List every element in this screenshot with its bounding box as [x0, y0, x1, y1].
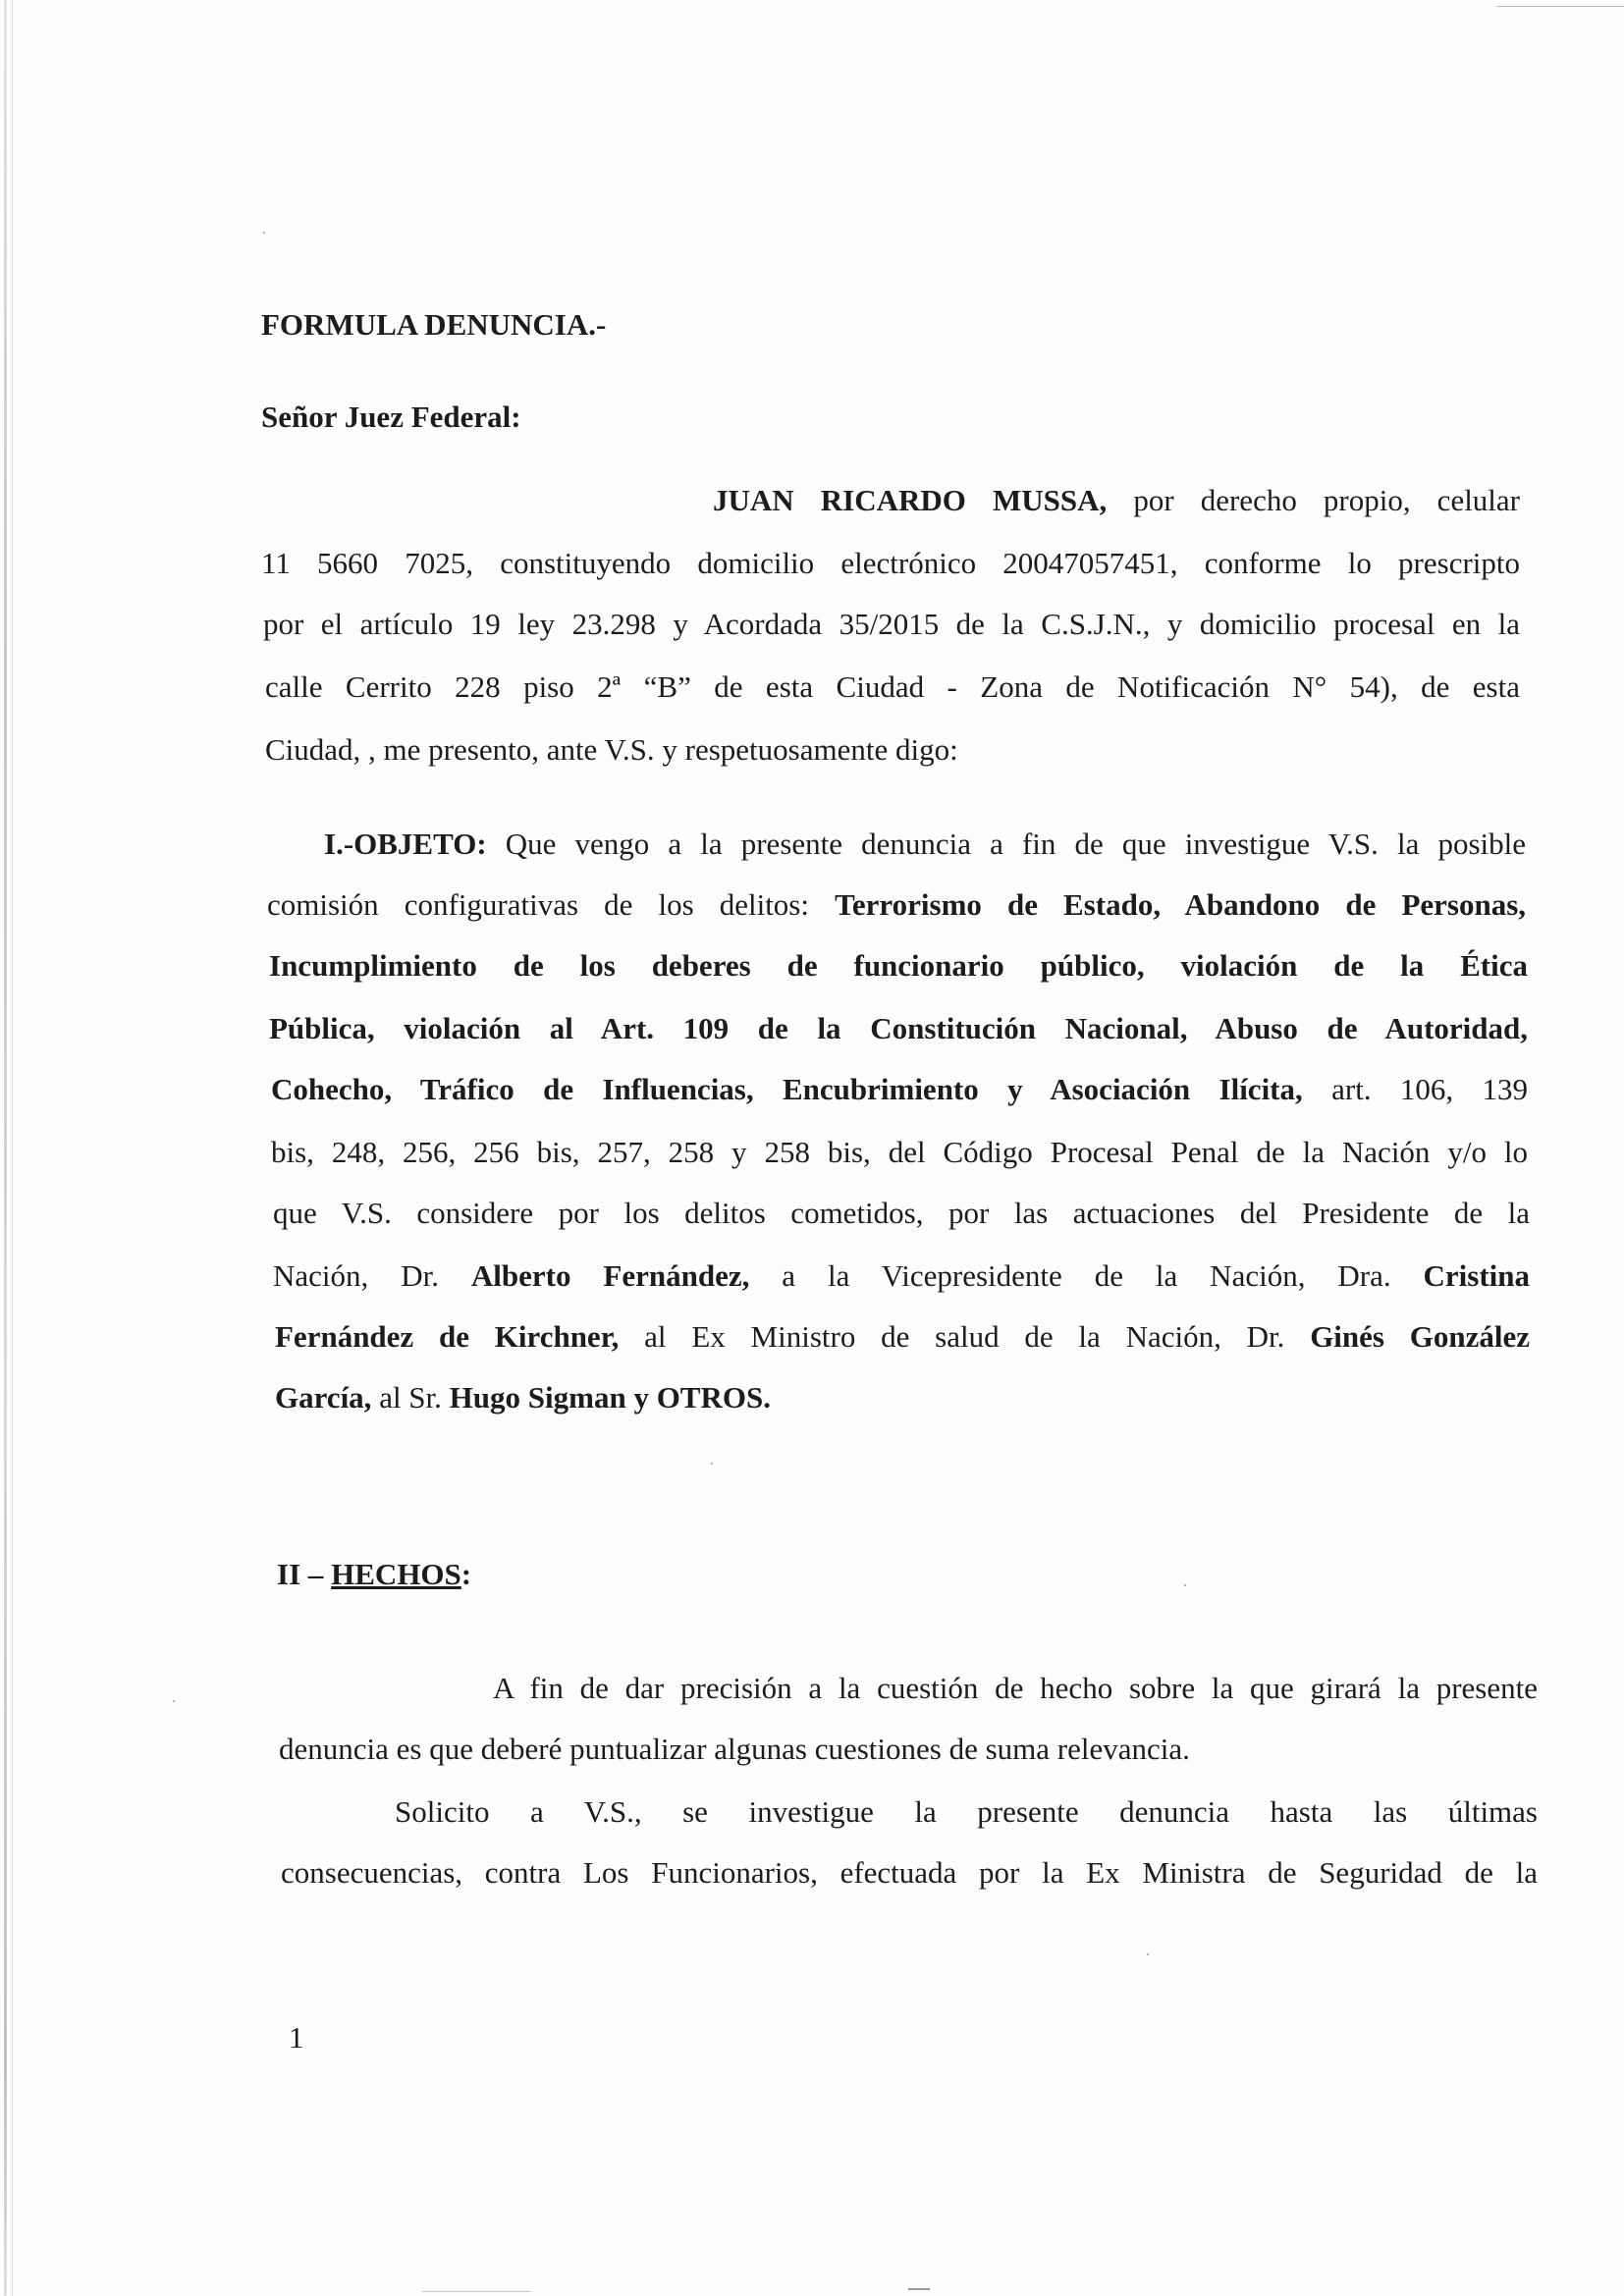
- intro-line-3: por el artículo 19 ley 23.298 y Acordada 35/2015 de la C.S.J.N., y domicilio procesal en la: [263, 607, 1520, 641]
- objeto-line-4: Pública, violación al Art. 109 de la Constitución Nacional, Abuso de Autoridad,: [269, 1011, 1528, 1045]
- hechos-p1-line-1: A fin de dar precisión a la cuestión de hecho sobre la que girará la presente: [493, 1671, 1538, 1705]
- objeto-text: al Ex Ministro de salud de la Nación, Dr.: [644, 1319, 1285, 1354]
- person-name: Fernández de Kirchner,: [275, 1319, 620, 1354]
- complainant-name: JUAN RICARDO MUSSA,: [713, 483, 1108, 517]
- objeto-text: Nación, Dr.: [273, 1258, 439, 1293]
- intro-line-1: [713, 481, 1520, 520]
- hechos-title: HECHOS: [331, 1557, 461, 1591]
- objeto-text: Que vengo a la presente denuncia a fin de que investigue V.S. la posible: [505, 827, 1526, 861]
- person-name: Cristina: [1423, 1258, 1531, 1293]
- scan-edge-bottom-mark: [908, 2288, 930, 2290]
- objeto-offenses: Terrorismo de Estado, Abandono de Personas,: [835, 887, 1527, 922]
- scan-speck: [1184, 1584, 1186, 1586]
- person-name: Ginés González: [1310, 1319, 1531, 1354]
- intro-line-4: calle Cerrito 228 piso 2ª “B” de esta Ciudad - Zona de Notificación N° 54), de esta: [265, 669, 1520, 704]
- objeto-line-9: [275, 1317, 1530, 1357]
- person-name: Hugo Sigman y OTROS.: [449, 1380, 771, 1415]
- person-name: Alberto Fernández,: [470, 1258, 750, 1293]
- hechos-heading: [277, 1555, 471, 1594]
- objeto-text: a la Vicepresidente de la Nación, Dra.: [782, 1258, 1391, 1293]
- hechos-p1-line-2: denuncia es que deberé puntualizar algunas cuestiones de suma relevancia.: [279, 1732, 1190, 1766]
- objeto-line-10: [275, 1378, 771, 1417]
- objeto-line-7: que V.S. considere por los delitos cometidos, por las actuaciones del Presidente de la: [273, 1196, 1530, 1230]
- hechos-p2-line-2: consecuencias, contra Los Funcionarios, efectuada por la Ex Ministra de Seguridad de la: [281, 1855, 1538, 1890]
- objeto-line-5: [271, 1070, 1528, 1109]
- objeto-line-3: Incumplimiento de los deberes de funcionario público, violación de la Ética: [269, 948, 1528, 983]
- scan-speck: [1147, 1953, 1149, 1955]
- scan-edge-left-inner: [12, 0, 13, 2296]
- page-number: 1: [289, 2020, 304, 2055]
- scan-edge-bottom: [422, 2291, 530, 2292]
- scan-speck: [711, 1463, 713, 1465]
- objeto-line-6: bis, 248, 256, 256 bis, 257, 258 y 258 bis, del Código Procesal Penal de la Nación y/o lo: [271, 1135, 1528, 1169]
- objeto-offenses: Cohecho, Tráfico de Influencias, Encubrimiento y Asociación Ilícita,: [271, 1072, 1303, 1106]
- intro-line-2: 11 5660 7025, constituyendo domicilio electrónico 20047057451, conforme lo prescripto: [261, 546, 1520, 580]
- salutation: Señor Juez Federal:: [261, 400, 521, 434]
- hechos-colon: :: [460, 1557, 472, 1591]
- intro-text: por derecho propio, celular: [1133, 483, 1521, 517]
- objeto-text: al Sr.: [379, 1380, 442, 1415]
- hechos-p2-line-1: Solicito a V.S., se investigue la presente denuncia hasta las últimas: [395, 1794, 1538, 1829]
- scan-edge-top: [1496, 6, 1624, 7]
- objeto-line-8: [273, 1256, 1530, 1296]
- hechos-numeral: II –: [277, 1557, 324, 1591]
- document-heading: FORMULA DENUNCIA.-: [261, 307, 607, 342]
- scan-edge-left: [4, 0, 7, 2296]
- objeto-label: I.-OBJETO:: [324, 827, 487, 861]
- objeto-articles: art. 106, 139: [1331, 1072, 1529, 1106]
- person-name: García,: [275, 1380, 372, 1415]
- intro-line-5: Ciudad, , me presento, ante V.S. y respetuosamente digo:: [265, 732, 958, 767]
- objeto-text: comisión configurativas de los delitos:: [267, 887, 809, 922]
- scan-speck: [263, 232, 265, 234]
- scan-speck: [173, 1700, 175, 1702]
- objeto-line-1: [324, 825, 1526, 864]
- objeto-line-2: [267, 885, 1526, 925]
